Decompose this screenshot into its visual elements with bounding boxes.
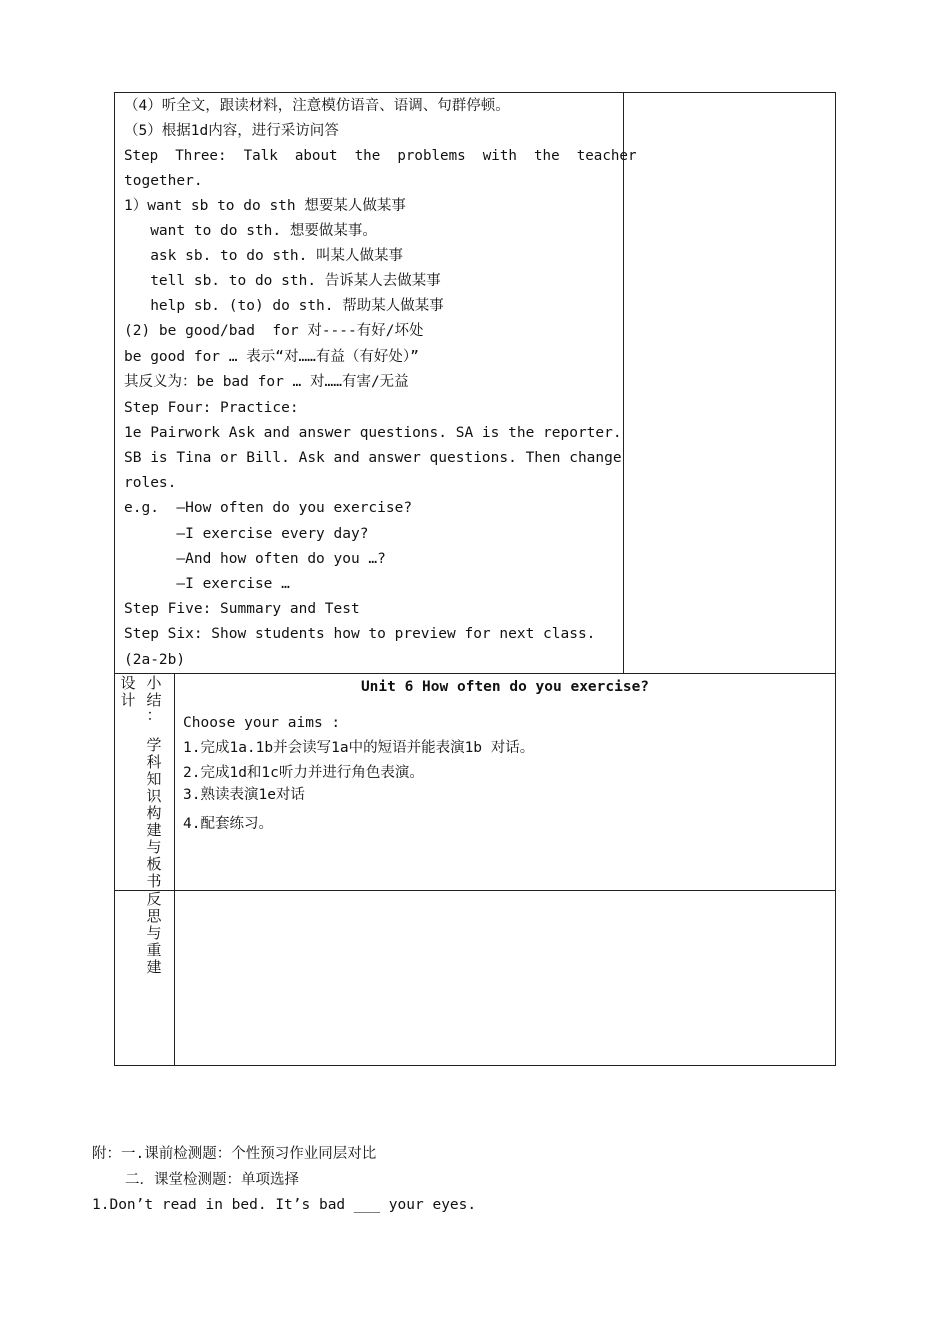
phrase-want-to: want to do sth. 想要做某事。: [124, 223, 377, 239]
summary-label-char: ：: [146, 706, 162, 724]
pairwork-line-2: SB is Tina or Bill. Ask and answer questions. Then change: [124, 450, 622, 466]
top-column-divider: [623, 92, 624, 673]
aim-item-4: 4.配套练习。: [183, 816, 273, 832]
step-four-heading: Step Four: Practice:: [124, 400, 299, 416]
summary-label-char: 科: [146, 753, 162, 771]
row-divider-1: [114, 673, 836, 674]
summary-label-char: 识: [146, 787, 162, 805]
reflection-label-char: 建: [146, 958, 162, 976]
procedure-line-1: （4）听全文，跟读材料，注意模仿语音、语调、句群停顿。: [124, 98, 510, 114]
design-label-char: 计: [120, 691, 136, 709]
aim-item-1: 1.完成1a.1b并会读写1a中的短语并能表演1b 对话。: [183, 740, 535, 756]
step-three-continued: together.: [124, 173, 203, 189]
appendix-line-2: 二．课堂检测题：单项选择: [125, 1172, 299, 1188]
summary-label-char: 学: [146, 736, 162, 754]
summary-label-char: 建: [146, 821, 162, 839]
reflection-label-char: 重: [146, 941, 162, 959]
summary-label-char: 与: [146, 838, 162, 856]
step-six-continued: (2a-2b): [124, 652, 186, 668]
board-title: Unit 6 How often do you exercise?: [360, 679, 650, 695]
reflection-label-char: 与: [146, 924, 162, 942]
aim-item-3: 3.熟读表演1e对话: [183, 787, 305, 803]
phrase-bad-for: 其反义为：be bad for … 对……有害/无益: [124, 374, 409, 390]
reflection-label-char: 思: [146, 907, 162, 925]
phrase-good-for: be good for … 表示“对……有益（有好处）”: [124, 349, 419, 365]
appendix-question-1: 1.Don’t read in bed. It’s bad ___ your eyes.: [92, 1197, 477, 1213]
phrase-want-sb: 1）want sb to do sth 想要某人做某事: [124, 198, 406, 214]
step-six-heading: Step Six: Show students how to preview for next class.: [124, 626, 596, 642]
summary-label-char: 板: [146, 855, 162, 873]
phrase-tell-sb: tell sb. to do sth. 告诉某人去做某事: [124, 273, 441, 289]
design-label-char: 设: [120, 674, 136, 692]
phrase-help-sb: help sb. (to) do sth. 帮助某人做某事: [124, 298, 444, 314]
example-line-4: —I exercise …: [124, 576, 290, 592]
pairwork-line-1: 1e Pairwork Ask and answer questions. SA is the reporter.: [124, 425, 622, 441]
example-line-2: —I exercise every day?: [124, 526, 369, 542]
summary-label-char: 构: [146, 804, 162, 822]
summary-label-char: 结: [146, 691, 162, 709]
example-line-3: —And how often do you …?: [124, 551, 386, 567]
row-divider-2: [114, 890, 836, 891]
procedure-line-2: （5）根据1d内容，进行采访问答: [124, 123, 339, 139]
phrase-good-bad: (2) be good/bad for 对----有好/坏处: [124, 323, 424, 339]
appendix-line-1: 附：一.课前检测题：个性预习作业同层对比: [92, 1146, 377, 1162]
aims-heading: Choose your aims :: [183, 715, 341, 731]
aim-item-2: 2.完成1d和1c听力并进行角色表演。: [183, 765, 424, 781]
label-column-divider: [174, 673, 175, 1066]
summary-label-char: 书: [146, 872, 162, 890]
pairwork-line-3: roles.: [124, 475, 177, 491]
example-line-1: e.g. —How often do you exercise?: [124, 500, 413, 516]
reflection-label-char: 反: [146, 890, 162, 908]
summary-label-char: 小: [146, 674, 162, 692]
phrase-ask-sb: ask sb. to do sth. 叫某人做某事: [124, 248, 404, 264]
step-five-heading: Step Five: Summary and Test: [124, 601, 360, 617]
step-three-line: Step Three: Talk about the problems with the teacher: [124, 148, 637, 164]
summary-label-char: 知: [146, 770, 162, 788]
